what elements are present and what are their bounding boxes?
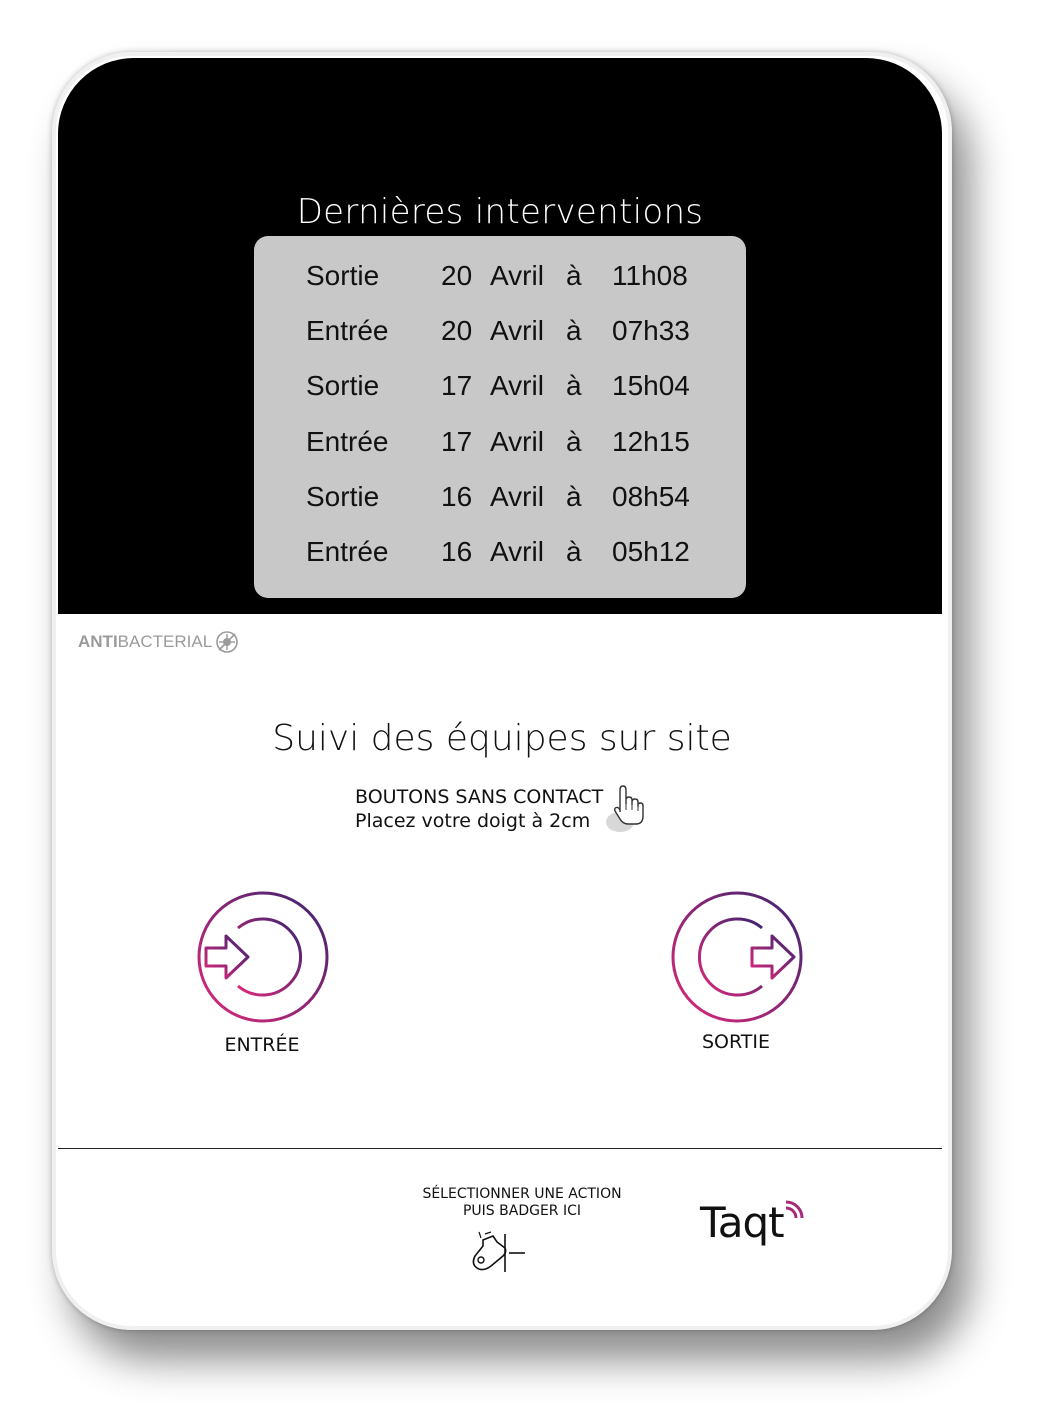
badge-reader-icon[interactable] bbox=[469, 1230, 529, 1276]
entry-day: 20 bbox=[441, 315, 473, 346]
contactless-hint bbox=[355, 785, 603, 833]
entry-time: 11h08 bbox=[612, 260, 688, 291]
divider bbox=[58, 1148, 942, 1149]
entry-label: ENTRÉE bbox=[224, 1034, 300, 1056]
antibacterial-label bbox=[78, 630, 239, 654]
antibacterial-bold: ANTI bbox=[78, 632, 118, 651]
entry-type: Entrée bbox=[306, 315, 389, 346]
entry-at: à bbox=[566, 536, 582, 567]
entry-at: à bbox=[566, 426, 582, 457]
list-item bbox=[254, 260, 746, 300]
antibacterial-rest: BACTERIAL bbox=[117, 632, 213, 651]
signal-waves-icon bbox=[782, 1200, 808, 1226]
entry-type: Sortie bbox=[306, 481, 380, 512]
entry-time: 08h54 bbox=[612, 481, 690, 512]
badge-terminal bbox=[52, 52, 952, 1330]
entry-month: Avril bbox=[490, 260, 544, 291]
badge-instruction-line1: SÉLECTIONNER UNE ACTION bbox=[422, 1186, 622, 1202]
contactless-title: BOUTONS SANS CONTACT bbox=[355, 786, 604, 808]
badge-instruction-line2: PUIS BADGER ICI bbox=[462, 1203, 582, 1219]
entry-at: à bbox=[566, 481, 582, 512]
entry-time: 05h12 bbox=[612, 536, 690, 567]
entry-type: Sortie bbox=[306, 370, 380, 401]
entry-day: 17 bbox=[441, 370, 473, 401]
brand-logo: Taqt bbox=[700, 1198, 784, 1247]
entry-month: Avril bbox=[490, 315, 544, 346]
list-item bbox=[254, 426, 746, 466]
list-item bbox=[254, 481, 746, 521]
entry-day: 16 bbox=[441, 481, 473, 512]
display-screen bbox=[58, 58, 942, 614]
entry-month: Avril bbox=[490, 370, 544, 401]
entry-at: à bbox=[566, 315, 582, 346]
exit-label: SORTIE bbox=[701, 1031, 771, 1053]
entry-at: à bbox=[566, 370, 582, 401]
entry-time: 07h33 bbox=[612, 315, 690, 346]
entry-type: Entrée bbox=[306, 426, 389, 457]
germ-icon bbox=[215, 630, 239, 654]
entry-button[interactable] bbox=[196, 890, 330, 1024]
entry-month: Avril bbox=[490, 536, 544, 567]
list-item bbox=[254, 370, 746, 410]
badge-instruction bbox=[372, 1186, 672, 1220]
entry-time: 15h04 bbox=[612, 370, 690, 401]
pointing-hand-icon bbox=[602, 780, 652, 836]
exit-button[interactable] bbox=[670, 890, 804, 1024]
page-title: Suivi des équipes sur site bbox=[272, 718, 732, 759]
entry-day: 16 bbox=[441, 536, 473, 567]
entry-time: 12h15 bbox=[612, 426, 690, 457]
contactless-instruction: Placez votre doigt à 2cm bbox=[355, 810, 591, 832]
list-item bbox=[254, 315, 746, 355]
entry-month: Avril bbox=[490, 481, 544, 512]
screen-title: Dernières interventions bbox=[296, 192, 704, 232]
list-item bbox=[254, 536, 746, 576]
entry-type: Sortie bbox=[306, 260, 380, 291]
entry-day: 20 bbox=[441, 260, 473, 291]
entry-month: Avril bbox=[490, 426, 544, 457]
entry-day: 17 bbox=[441, 426, 473, 457]
entry-type: Entrée bbox=[306, 536, 389, 567]
interventions-list bbox=[254, 236, 746, 598]
entry-at: à bbox=[566, 260, 582, 291]
